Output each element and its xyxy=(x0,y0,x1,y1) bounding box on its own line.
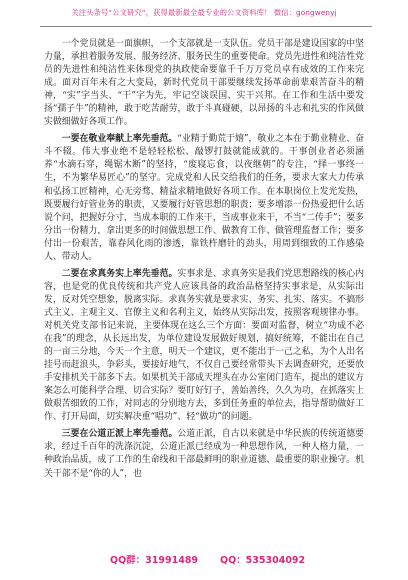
paragraph-intro xyxy=(44,38,364,129)
paragraph-text: 公道正派，自古以来就是中华民族的传统道德要求，经过千百年的洗涤沉淀，公道正派已经成为一种思想作风，一种人格力量，一种政治品质，成了工作的生命线和干部最鲜明的职业道德、最重要的职业操守。机关干部不是“你的人”，也 xyxy=(44,429,365,479)
page-footer xyxy=(0,552,408,568)
paragraph-text: 一个党员就是一面旗帜，一个支部就是一支队伍。党员干部是建设国家的中坚力量，承担着服务发展、服务经济、服务民生的重要使命。党员先进性和纯洁性党员的先进性和纯洁性来体现党的执政使命要靠千千万万党员卓有成效的工作来完成。面对百年未有之大变局，新时代党员干部要继续发扬革命前辈艰苦奋斗的精神，“实”字当头、“干”字为先，牢记空谈误国、实干兴邦。在工作和生活中要发扬“孺子牛”的精神，敢于吃苦耐劳，敢于斗真碰硬，以昂扬的斗志和扎实的作风做实做细做好各项工作。 xyxy=(44,39,364,128)
page-header: 关注头条号“公文研究”，获得最新最全最专业的公文资料库！ 微信：gongwenyj xyxy=(71,8,337,17)
paragraph-heading: 一要在敬业奉献上率先垂范。 xyxy=(61,134,178,145)
paragraph-heading: 二要在求真务实上率先垂范。 xyxy=(61,268,178,279)
paragraph-text: 实事求是、求真务实是我们党思想路线的核心内容，也是党的优良传统和共产党人应该具备的政治品格坚持实事求是，从实际出发，反对凭空想象，脱离实际。求真务实就是要求实、务实、扎实、落实。不搞形式主义、主观主义、官僚主义和名利主义，始终从实际出发，按照客观规律办事。对机关党支部书记来说，主要体现在这么三个方面：要面对监督，树立“功成不必在我”的理念，从长远出发，为单位建设发展做好规划，搞好统筹，不能出在自己的一亩三分地，今天一个主意，明天一个建议，更不能出于一己之私，为个人出名挂号而赶浪头，争彩头，要接好地气，不仅自己要经常带头下去调查研究，还要放手安排机关干部多下去。如果机关干部成天埋头在办公室闭门造车，提出的建议方案怎么可能科学合理、切合实际？要盯好钉子，善始善终，久久为功，在抓落实上做艰苦细致的工作，对同志的分别地方去，多到任务重的单位去，指导帮助做好工作、打开局面，切实解决重“唱功”、轻“做功”的问题。 xyxy=(44,268,365,423)
paragraph-pragmatism xyxy=(44,268,364,425)
paragraph-integrity xyxy=(44,428,364,480)
paragraph-heading: 三要在公道正派上率先垂范。 xyxy=(61,429,178,440)
qq-group-number: QQ群：31991489 xyxy=(110,555,199,566)
document-body xyxy=(44,38,364,485)
paragraph-text: “业精于勤荒于嬉”，敬业之本在于勤业精业、奋斗不辍。伟大事业绝不是轻轻松松、敲锣打鼓就能成就的。干事创业者必须涵养“水滴石穿，绳锯木断”的坚持，“废寝忘食，以夜继朝”的专注，“择一事终一生，不为繁华易匠心”的坚守。完成党和人民交给我们的任务，要求大家大力传承和弘扬工匠精神，心无旁骛、精益求精地做好各项工作。在本职岗位上发光发热，既要履行好管业务的职责，又要履行好管思想的职责；要多增添一份热爱把什么话说个问，把握好分寸，当成本职的工作来干，当成事业来干，不当“二传手”；要多分出一份精力，拿出更多的时间做思想工作、做教育工作、做管理监督工作；要多付出一份艰苦，靠春风化雨的渗透，靠铁杵磨针的劲头，用周到细致的工作感染人、带动人。 xyxy=(44,134,365,262)
paragraph-dedication xyxy=(44,133,364,263)
header-divider xyxy=(40,26,372,27)
qq-contact-number: QQ：535304092 xyxy=(220,555,306,566)
